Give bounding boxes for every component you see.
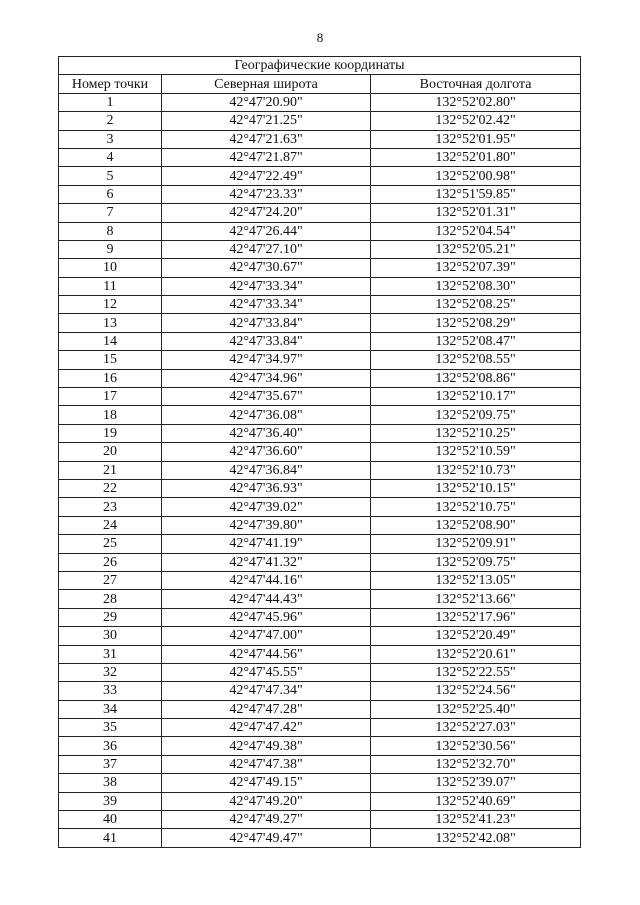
cell-point-number: 26 (59, 553, 162, 571)
cell-latitude: 42°47'45.55" (162, 663, 371, 681)
table-row (59, 608, 581, 626)
cell-latitude: 42°47'33.34" (162, 277, 371, 295)
cell-longitude: 132°52'41.23" (371, 811, 581, 829)
cell-point-number: 34 (59, 700, 162, 718)
cell-latitude: 42°47'36.08" (162, 406, 371, 424)
cell-point-number: 18 (59, 406, 162, 424)
table-row (59, 590, 581, 608)
table-row (59, 516, 581, 534)
table-row (59, 112, 581, 130)
cell-latitude: 42°47'26.44" (162, 222, 371, 240)
cell-longitude: 132°52'10.25" (371, 424, 581, 442)
cell-longitude: 132°52'17.96" (371, 608, 581, 626)
cell-point-number: 9 (59, 240, 162, 258)
table-row (59, 755, 581, 773)
cell-longitude: 132°52'01.80" (371, 148, 581, 166)
table-row (59, 811, 581, 829)
cell-latitude: 42°47'34.97" (162, 351, 371, 369)
cell-longitude: 132°52'08.47" (371, 332, 581, 350)
header-east-longitude: Восточная долгота (371, 75, 581, 93)
cell-latitude: 42°47'49.38" (162, 737, 371, 755)
cell-latitude: 42°47'49.27" (162, 811, 371, 829)
cell-latitude: 42°47'49.15" (162, 774, 371, 792)
cell-longitude: 132°52'20.49" (371, 627, 581, 645)
table-row (59, 461, 581, 479)
cell-longitude: 132°52'08.25" (371, 296, 581, 314)
cell-latitude: 42°47'21.63" (162, 130, 371, 148)
table-row (59, 259, 581, 277)
cell-latitude: 42°47'45.96" (162, 608, 371, 626)
cell-longitude: 132°52'00.98" (371, 167, 581, 185)
cell-latitude: 42°47'22.49" (162, 167, 371, 185)
table-row (59, 277, 581, 295)
cell-point-number: 1 (59, 93, 162, 111)
cell-point-number: 23 (59, 498, 162, 516)
cell-point-number: 20 (59, 443, 162, 461)
table-row (59, 351, 581, 369)
cell-point-number: 5 (59, 167, 162, 185)
table-row (59, 314, 581, 332)
cell-point-number: 38 (59, 774, 162, 792)
table-row (59, 93, 581, 111)
cell-latitude: 42°47'33.84" (162, 332, 371, 350)
cell-longitude: 132°52'10.75" (371, 498, 581, 516)
cell-longitude: 132°52'10.59" (371, 443, 581, 461)
cell-point-number: 10 (59, 259, 162, 277)
cell-point-number: 33 (59, 682, 162, 700)
cell-longitude: 132°52'10.17" (371, 388, 581, 406)
header-north-latitude: Северная широта (162, 75, 371, 93)
cell-latitude: 42°47'23.33" (162, 185, 371, 203)
cell-latitude: 42°47'36.84" (162, 461, 371, 479)
cell-longitude: 132°52'04.54" (371, 222, 581, 240)
cell-longitude: 132°52'09.75" (371, 553, 581, 571)
cell-point-number: 37 (59, 755, 162, 773)
table-row (59, 167, 581, 185)
cell-point-number: 14 (59, 332, 162, 350)
cell-point-number: 16 (59, 369, 162, 387)
table-row (59, 682, 581, 700)
cell-longitude: 132°52'10.73" (371, 461, 581, 479)
table-row (59, 332, 581, 350)
cell-point-number: 17 (59, 388, 162, 406)
cell-longitude: 132°52'30.56" (371, 737, 581, 755)
cell-point-number: 39 (59, 792, 162, 810)
header-point-number: Номер точки (59, 75, 162, 93)
table-row (59, 829, 581, 847)
cell-point-number: 36 (59, 737, 162, 755)
cell-latitude: 42°47'21.87" (162, 148, 371, 166)
cell-latitude: 42°47'24.20" (162, 204, 371, 222)
cell-point-number: 28 (59, 590, 162, 608)
cell-longitude: 132°52'05.21" (371, 240, 581, 258)
table-row (59, 148, 581, 166)
table-title: Географические координаты (59, 57, 581, 75)
table-row (59, 130, 581, 148)
cell-longitude: 132°52'27.03" (371, 719, 581, 737)
table-row (59, 406, 581, 424)
cell-point-number: 11 (59, 277, 162, 295)
cell-longitude: 132°52'22.55" (371, 663, 581, 681)
cell-longitude: 132°52'08.55" (371, 351, 581, 369)
cell-longitude: 132°52'08.86" (371, 369, 581, 387)
cell-latitude: 42°47'44.43" (162, 590, 371, 608)
cell-latitude: 42°47'39.02" (162, 498, 371, 516)
cell-latitude: 42°47'49.47" (162, 829, 371, 847)
cell-latitude: 42°47'47.28" (162, 700, 371, 718)
cell-latitude: 42°47'21.25" (162, 112, 371, 130)
cell-longitude: 132°52'40.69" (371, 792, 581, 810)
cell-point-number: 6 (59, 185, 162, 203)
cell-point-number: 3 (59, 130, 162, 148)
cell-longitude: 132°52'39.07" (371, 774, 581, 792)
page-number: 8 (316, 30, 324, 45)
cell-point-number: 25 (59, 535, 162, 553)
table-row (59, 627, 581, 645)
cell-point-number: 15 (59, 351, 162, 369)
cell-longitude: 132°52'08.90" (371, 516, 581, 534)
cell-point-number: 35 (59, 719, 162, 737)
table-row (59, 663, 581, 681)
cell-longitude: 132°52'02.80" (371, 93, 581, 111)
cell-latitude: 42°47'41.32" (162, 553, 371, 571)
table-row (59, 222, 581, 240)
cell-point-number: 13 (59, 314, 162, 332)
cell-point-number: 7 (59, 204, 162, 222)
cell-point-number: 29 (59, 608, 162, 626)
cell-longitude: 132°52'08.29" (371, 314, 581, 332)
cell-latitude: 42°47'36.60" (162, 443, 371, 461)
table-row (59, 719, 581, 737)
cell-latitude: 42°47'47.38" (162, 755, 371, 773)
cell-longitude: 132°52'01.95" (371, 130, 581, 148)
table-row (59, 774, 581, 792)
cell-point-number: 24 (59, 516, 162, 534)
coordinates-table (58, 56, 581, 848)
cell-longitude: 132°51'59.85" (371, 185, 581, 203)
cell-latitude: 42°47'33.84" (162, 314, 371, 332)
cell-latitude: 42°47'44.56" (162, 645, 371, 663)
table-row (59, 498, 581, 516)
cell-point-number: 8 (59, 222, 162, 240)
cell-longitude: 132°52'32.70" (371, 755, 581, 773)
cell-point-number: 40 (59, 811, 162, 829)
cell-latitude: 42°47'44.16" (162, 571, 371, 589)
cell-longitude: 132°52'09.75" (371, 406, 581, 424)
table-row (59, 553, 581, 571)
table-row (59, 571, 581, 589)
cell-latitude: 42°47'20.90" (162, 93, 371, 111)
cell-latitude: 42°47'39.80" (162, 516, 371, 534)
cell-longitude: 132°52'42.08" (371, 829, 581, 847)
table-row (59, 185, 581, 203)
cell-longitude: 132°52'20.61" (371, 645, 581, 663)
cell-point-number: 31 (59, 645, 162, 663)
cell-longitude: 132°52'13.66" (371, 590, 581, 608)
cell-latitude: 42°47'47.42" (162, 719, 371, 737)
cell-latitude: 42°47'47.00" (162, 627, 371, 645)
cell-latitude: 42°47'49.20" (162, 792, 371, 810)
table-title-row (59, 57, 581, 75)
cell-longitude: 132°52'07.39" (371, 259, 581, 277)
table-row (59, 737, 581, 755)
table-row (59, 296, 581, 314)
table-row (59, 645, 581, 663)
table-body (59, 93, 581, 847)
cell-longitude: 132°52'25.40" (371, 700, 581, 718)
cell-longitude: 132°52'09.91" (371, 535, 581, 553)
cell-latitude: 42°47'30.67" (162, 259, 371, 277)
table-row (59, 479, 581, 497)
cell-latitude: 42°47'27.10" (162, 240, 371, 258)
cell-point-number: 30 (59, 627, 162, 645)
table-row (59, 535, 581, 553)
cell-point-number: 12 (59, 296, 162, 314)
cell-point-number: 2 (59, 112, 162, 130)
table-row (59, 240, 581, 258)
cell-longitude: 132°52'01.31" (371, 204, 581, 222)
cell-latitude: 42°47'36.93" (162, 479, 371, 497)
cell-point-number: 41 (59, 829, 162, 847)
cell-latitude: 42°47'33.34" (162, 296, 371, 314)
cell-longitude: 132°52'08.30" (371, 277, 581, 295)
cell-point-number: 22 (59, 479, 162, 497)
table-row (59, 443, 581, 461)
table-row (59, 792, 581, 810)
cell-latitude: 42°47'35.67" (162, 388, 371, 406)
cell-latitude: 42°47'47.34" (162, 682, 371, 700)
cell-point-number: 32 (59, 663, 162, 681)
cell-point-number: 21 (59, 461, 162, 479)
cell-latitude: 42°47'36.40" (162, 424, 371, 442)
cell-point-number: 27 (59, 571, 162, 589)
cell-longitude: 132°52'02.42" (371, 112, 581, 130)
cell-longitude: 132°52'24.56" (371, 682, 581, 700)
table-row (59, 204, 581, 222)
table-row (59, 388, 581, 406)
table-row (59, 700, 581, 718)
cell-point-number: 4 (59, 148, 162, 166)
table-header-row (59, 75, 581, 93)
cell-latitude: 42°47'34.96" (162, 369, 371, 387)
cell-latitude: 42°47'41.19" (162, 535, 371, 553)
cell-longitude: 132°52'13.05" (371, 571, 581, 589)
table-row (59, 369, 581, 387)
table-row (59, 424, 581, 442)
cell-longitude: 132°52'10.15" (371, 479, 581, 497)
cell-point-number: 19 (59, 424, 162, 442)
